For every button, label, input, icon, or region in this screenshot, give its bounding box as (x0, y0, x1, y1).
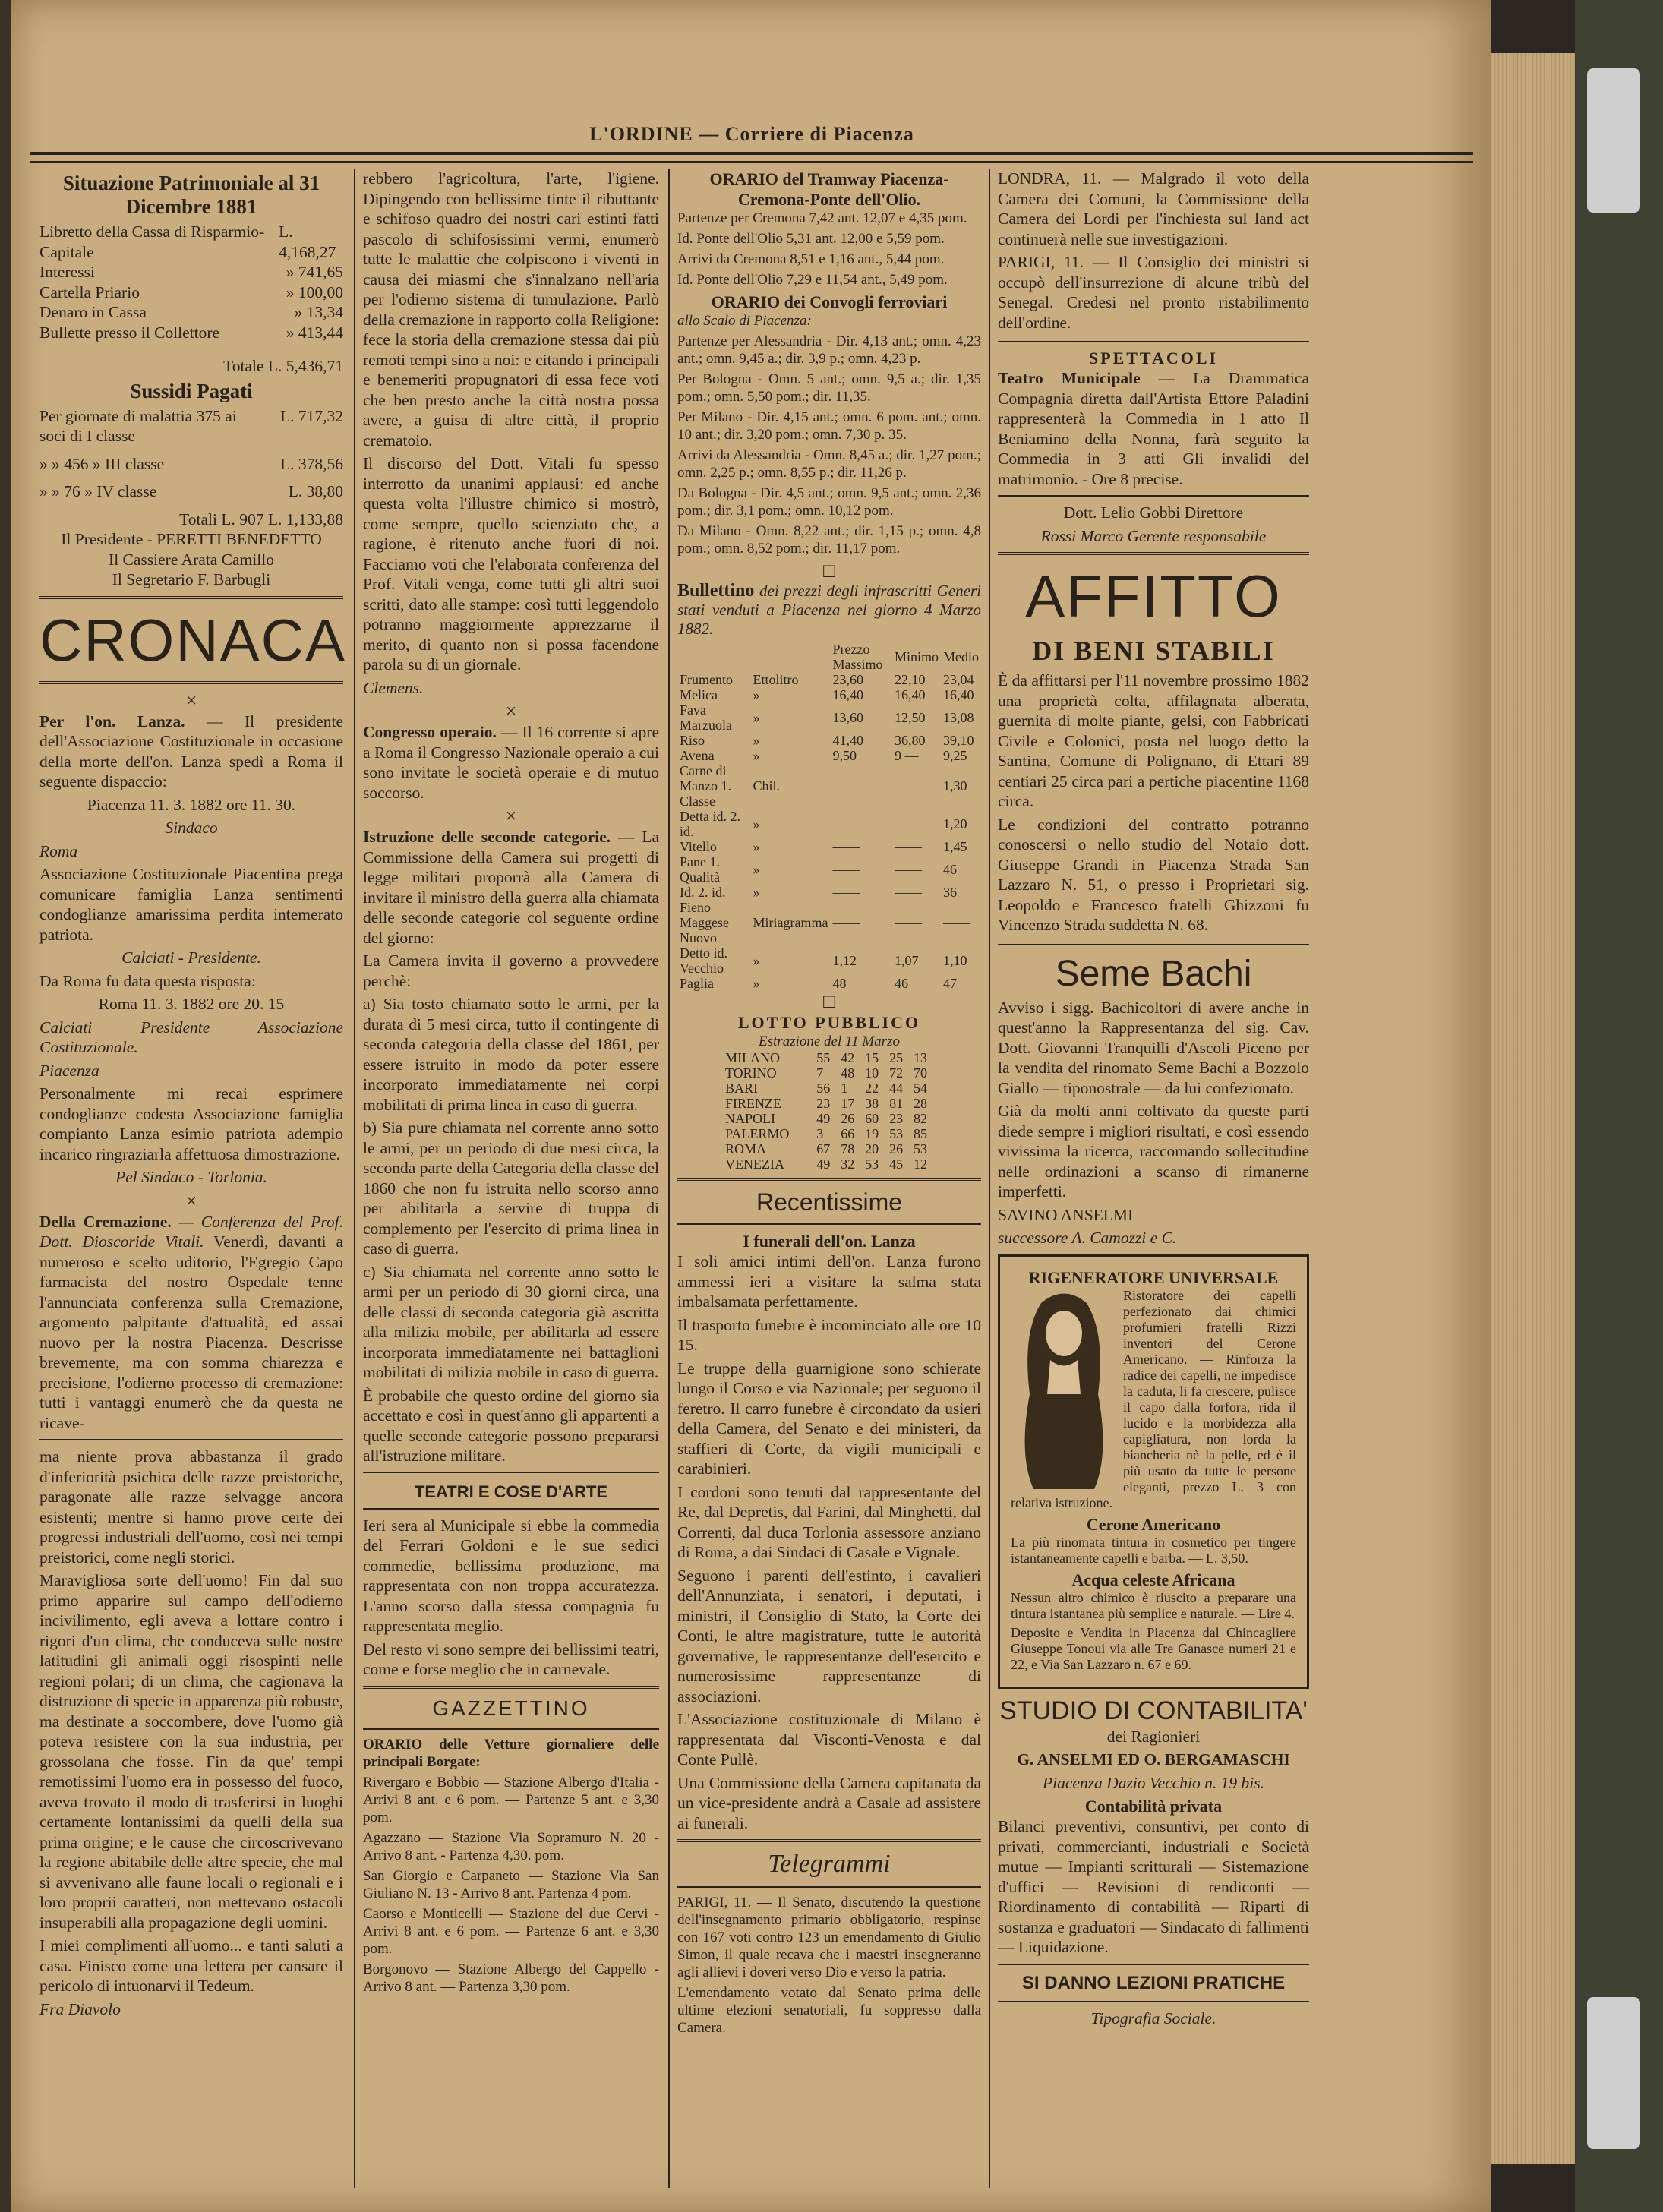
cronaca-title: CRONACA (39, 606, 347, 674)
convogli-row: Da Bologna - Dir. 4,5 ant.; omn. 9,5 ant.; omn. 2,36 pom.; dir. 3,1 pom.; omn. 10,12 pom. (677, 485, 981, 519)
telegramma: PARIGI, 11. — Il Senato, discutendo la questione dell'insegnamento primario obbligatorio, respinse con 167 voti contro 123 un emendamento di Giulio Simon, il quale recava che i maestri insegneranno agli allievi i doveri verso Dio e verso la patria. (677, 1895, 981, 1980)
cerone-head: Cerone Americano (1086, 1514, 1221, 1534)
column-4 (998, 169, 1309, 2031)
lanza-sign: Calciati - Presidente. (121, 948, 261, 967)
divider (363, 1472, 659, 1475)
funerali-p: Seguono i parenti dell'estinto, i cavalieri dell'Annunziata, i senatori, i deputati, i ministri, il Consiglio di Stato, la Corte dei Conti, le altre magistrature, tutte le autorità governative, le rappresentanze dell'esercito e numerosissime rappresentanze di associazioni. (677, 1566, 981, 1706)
lotto-sub: Estrazione del 11 Marzo (759, 1033, 900, 1049)
table-row: Avena » 9,50 9 — 9,25 (680, 748, 967, 763)
table-row: Fava Marzuola » 13,60 12,50 13,08 (680, 702, 974, 733)
book-edge-left (0, 0, 11, 2212)
divider (363, 1686, 659, 1689)
sussidi-total: Totali L. 907 L. 1,133,88 (179, 510, 343, 529)
divider (998, 552, 1309, 555)
lanza-piacenza: Piacenza (39, 1061, 99, 1080)
table-row: Vitello » —— —— 1,45 (680, 839, 967, 854)
patrimonio-title: Situazione Patrimoniale al 31 Dicembre 1881 (62, 172, 320, 218)
recentissime-title: Recentissime (756, 1188, 903, 1216)
funerali-p: I soli amici intimi dell'on. Lanza furono ammessi ieri a visitare la salma stata imbalsamata perfettamente. (677, 1252, 981, 1311)
vetture-row: Rivergaro e Bobbio — Stazione Albergo d'Italia - Arrivi 8 ant. e 6 pom. — Partenze 5 ant. e 3,30 pom. (363, 1774, 659, 1825)
prezzi-table (677, 642, 981, 991)
bachi-sign: SAVINO ANSELMI (998, 1205, 1134, 1224)
patrimonio-total: Totale L. 5,436,71 (223, 357, 343, 375)
lanza-message: Associazione Costituzionale Piacentina prega comunicare famiglia Lanza sentimenti condoglianze amarissima perdita intemerato patriota. (39, 865, 343, 944)
table-row: VENEZIA 49 32 53 45 12 (725, 1156, 928, 1172)
divider (39, 681, 343, 684)
funerali-p: Una Commissione della Camera capitanata da un vice-presidente andrà a Casale ad assistere ai funerali. (677, 1773, 981, 1832)
table-row: Detto id. Vecchio » 1,12 1,07 1,10 (680, 945, 967, 976)
convogli-row: Arrivi da Alessandria - Omn. 8,45 a.; dir. 1,27 pom.; omn. 2,25 p.; omn. 8,55 p.; dir. 11,26 p. (677, 447, 981, 481)
istruzione-end: È probabile che questo ordine del giorno sia accettato e così in quest'anno gli appartenti a quelle seconde categorie possono prepararsi all'istruzione militare. (363, 1386, 659, 1465)
congresso-head: Congresso operaio. (363, 723, 497, 741)
lanza-dispatch: Roma 11. 3. 1882 ore 20. 15 (98, 995, 285, 1013)
telegrammi-title: Telegrammi (768, 1850, 891, 1878)
teatro-text: — La Drammatica Compagnia diretta dall'Artista Ettore Paladini rappresenterà la Commedia in 1 atto Il Beniamino della Nonna, farà seguito la Commedia in 3 atti Gli invalidi del matrimonio. - Ore 8 precise. (998, 369, 1309, 488)
signature: Il Cassiere Arata Camillo (109, 550, 274, 569)
contabilita-head: Contabilità privata (1084, 1797, 1223, 1816)
lanza-dispatch: Piacenza 11. 3. 1882 ore 11. 30. (87, 795, 296, 814)
convogli-row: Partenze per Alessandria - Dir. 4,13 ant.; omn. 4,23 ant.; omn. 9,45 a.; dir. 3,9 p.; omn. 4,23 p. (677, 333, 981, 367)
acqua-head: Acqua celeste Africana (1071, 1570, 1235, 1589)
table-row: TORINO 7 48 10 72 70 (725, 1065, 928, 1081)
column-divider (989, 169, 990, 2188)
column-divider (668, 169, 670, 2188)
cremazione-p2: Il discorso del Dott. Vitali fu spesso interrotto da unanimi applausi: ed anche questa volta l'illustre chimico si mostrò, come sempre, quello scienziato che, a ragione, è ritenuto anche fuori di noi. Facciamo voti che l'elaborata conferenza del Prof. Vitali venga, come tutti gli altri suoi scritti, dato alle stampe: così tutti leggendolo potranno maggiormente apprezzarne il merito, di quanto non si possa facendone parola su di un giornale. (363, 454, 659, 674)
column-2 (363, 169, 659, 1999)
divider (363, 1728, 659, 1730)
acqua-text: Nessun altro chimico è riuscito a preparare una tintura istantanea più semplice e naturale. — Lire 4. (1011, 1589, 1296, 1621)
studio-addr: Piacenza Dazio Vecchio n. 19 bis. (1043, 1773, 1264, 1792)
divider (363, 1508, 659, 1510)
funerali-head: I funerali dell'on. Lanza (743, 1232, 916, 1251)
bullettino-sub: dei prezzi degli infrascritti Generi stati venduti a Piacenza nel giorno 4 Marzo 1882. (677, 582, 982, 638)
separator-cross: × (185, 1189, 197, 1212)
separator-box: □ (823, 990, 835, 1012)
divider (998, 339, 1309, 342)
lanza-answer: Da Roma fu data questa risposta: (39, 971, 256, 990)
table-row: FIRENZE 23 17 38 81 28 (725, 1096, 928, 1111)
teatri-title: TEATRI E COSE D'ARTE (414, 1482, 608, 1501)
divider (677, 1839, 981, 1842)
cremazione-continued: Maravigliosa sorte dell'uomo! Fin dal suo primo apparire sul campo dell'odierno incivilimento, egli aveva a lottare contro i rigori d'un clima, che conduceva sulle nostre latitudini gli animali oggi risospinti nelle regioni polari; di un clima, che cagionava la distruzione di specie in apparenza più robuste, ma destinate a soccombere, dove l'uomo già poteva resistere con la sua industria, per grossolana che fosse. Fin da que' tempi remotissimi l'uomo era in possesso del fuoco, aveva trovato il modo di trasferirsi in luoghi certamente lontanissimi da quelli della sua prima origine; e le cause che circoscrivevano la regione abitabile delle altre specie, che mal si avvenivano alle faune locali o regionali e i loro proprii caratteri, non mettevano ostacoli insuperabili alla propagazione degli uomini. (39, 1571, 343, 1932)
istruzione-b: b) Sia pure chiamata nel corrente anno sotto le armi, per un periodo di due mesi circa, la seconda parte della Categoria della classe del 1860 che non fu istruita nello scorso anno per abilitarla a servire di truppa di complemento per l'esercito di prima linea in caso di guerra. (363, 1119, 659, 1257)
column-3 (677, 169, 981, 2040)
convogli-row: Per Bologna - Omn. 5 ant.; omn. 9,5 a.; dir. 1,35 pom.; omn. 5,50 pom.; dir. 11,35. (677, 371, 981, 405)
table-row: Id. 2. id. » —— —— 36 (680, 885, 957, 900)
teatri-text: Ieri sera al Municipale si ebbe la commedia del Ferrari Goldoni e le sue sedici commedie, bellissima produzione, ma rappresentata con non troppa accuratezza. L'anno scorso dalla stessa compagnia fu rappresentata meglio. (363, 1516, 659, 1635)
recentissime-body (677, 1231, 981, 2037)
tramway-row: Arrivi da Cremona 8,51 e 1,16 ant., 5,44 pom. (677, 251, 945, 267)
bullettino-head: Bullettino (677, 581, 755, 601)
table-row: MILANO 55 42 15 25 13 (725, 1050, 928, 1065)
table-row: BARI 56 1 22 44 54 (725, 1081, 928, 1096)
cremazione-text: Venerdì, davanti a numeroso e scelto uditorio, l'Egregio Capo farmacista del nostro Ospedale tenne l'annunciata conferenza sulla Cremazione, argomento palpitante d'attualità, ed assai nuovo per la nostra Piacenza. Descrisse brevemente, ma con somma chiarezza e precisione, l'odierno processo di cremazione: tutti i vantaggi enumerò che da questa ne ricave- (39, 1232, 343, 1432)
studio-title: STUDIO DI CONTABILITA' (999, 1696, 1308, 1725)
divider (998, 942, 1309, 945)
gerente: Rossi Marco Gerente responsabile (1040, 526, 1267, 545)
funerali-p: Il trasporto funebre è incominciato alle ore 10 15. (677, 1315, 981, 1354)
vetture-row: Borgonovo — Stazione Albergo del Cappello - Arrivo 8 ant. — Partenza 3,30 pom. (363, 1961, 659, 1995)
lotto-table (723, 1050, 936, 1172)
funerali-p: L'Associazione costituzionale di Milano è rappresentata dal Visconti-Venosta e dal Conte Pullè. (677, 1710, 981, 1769)
cremazione-p1: rebbero l'agricoltura, l'arte, l'igiene. Dipingendo con bellissime tinte il ributtante e schifoso quadro dei nostri cari estinti fatti pascolo di schifosissimi vermi, enumerò tutte le malattie che colpiscono i viventi in causa dei miasmi che s'innalzano nell'aria per l'odierno sistema di tumulazione. Parlò della cremazione in rapporto colla Religione: fece la storia della cremazione stessa dai più remoti tempi sino a noi: e citando i principali e benemeriti propugnatori di essa fece voti che ben presto anche la città nostra possa avere, a guisa di altre città, il proprio crematoio. (363, 169, 659, 450)
sussidi-table (39, 406, 343, 502)
spettacoli-title: SPETTACOLI (1088, 349, 1219, 368)
telegramma-parigi: PARIGI, 11. — Il Consiglio dei ministri si occupò dell'insurrezione di alcune tribù del Senegal. Credesi nel pronto ristabilimento dell'ordine. (998, 253, 1309, 332)
cremazione-continued: ma niente prova abbastanza il grado d'inferiorità psichica delle razze preistoriche, paragonate alle razze selvagge ancora esistenti; mentre si hanno prove certe dei progressi industriali dell'uomo, così nei tempi preistorici, come negli storici. (39, 1447, 343, 1567)
page-stack-edge (1491, 53, 1575, 2164)
divider (677, 1223, 981, 1225)
clasp-top (1587, 68, 1640, 213)
table-row: Paglia » 48 46 47 (680, 976, 957, 991)
teatri-text: Del resto vi sono sempre dei bellissimi teatri, come e forse meglio che in carnevale. (363, 1639, 659, 1678)
cremazione-sub: — Conferenza del Prof. Dott. Dioscoride Vitali. (39, 1212, 343, 1251)
lanza-head: Per l'on. Lanza. (39, 712, 185, 730)
table-row: Melica » 16,40 16,40 16,40 (680, 687, 974, 702)
table-row: PALERMO 3 66 19 53 85 (725, 1126, 928, 1141)
istruzione-a: a) Sia tosto chiamato sotto le armi, per la durata di 5 mesi circa, tutto il contingente di seconda categoria della classe del 1861, per essere istruito in modo da poter essere incorporato immediatamente nei corpi mobilitati di prima linea in caso di guerra. (363, 995, 659, 1114)
contabilita-text: Bilanci preventivi, consuntivi, per conto di privati, commercianti, industriali e Società mutue — Impianti scritturali — Sistemazione d'uffici — Revisioni di rendiconti — Riordinamento di contabilità — Riparti di sostanza e graduatori — Sindacato di fallimenti — Liquidazione. (998, 1817, 1309, 1956)
table-row: NAPOLI 49 26 60 23 82 (725, 1111, 928, 1126)
studio-sub: dei Ragionieri (1106, 1727, 1201, 1746)
table-row: Fieno Maggese Nuovo Miriagramma —— —— —— (680, 900, 970, 945)
tipografia: Tipografia Sociale. (1090, 2008, 1216, 2027)
rigeneratore-text: Ristoratore dei capelli perfezionato dai chimici profumieri fratelli Rizzi inventori del Cerone Americano. — Rinforza la radice dei capelli, ne impedisce la caduta, li fa crescere, pulisce il capo dalla forfora, rida il lucido e la morbidezza alla capigliatura, non lorda la biancheria nè la pelle, ed è il più usato da tutte le persone eleganti, prezzo L. 3 con relativa istruzione. (1011, 1287, 1296, 1510)
table-row: Detta id. 2. id. » —— —— 1,20 (680, 809, 967, 839)
rigeneratore-title: RIGENERATORE UNIVERSALE (1028, 1267, 1279, 1287)
vetture-row: Agazzano — Stazione Via Sopramuro N. 20 - Arrivo 8 ant. - Partenza 4,30. pom. (363, 1829, 659, 1863)
direttore: Dott. Lelio Gobbi Direttore (1063, 503, 1244, 522)
lanza-to: Calciati Presidente Associazione Costituzionale. (39, 1018, 343, 1056)
studio-names: G. ANSELMI ED O. BERGAMASCHI (1017, 1750, 1290, 1769)
tramway-head: ORARIO del Tramway Piacenza-Cremona-Ponte dell'Olio. (709, 169, 949, 209)
divider (677, 1886, 981, 1888)
table-row: » » 456 » III classe L. 378,56 (39, 454, 343, 473)
divider (677, 1178, 981, 1181)
table-row: Frumento Ettolitro 23,60 22,10 23,04 (680, 672, 974, 687)
teatro-head: Teatro Municipale (998, 369, 1141, 387)
table-row: Interessi » 741,65 (39, 263, 343, 281)
table-row: ROMA 67 78 20 26 53 (725, 1141, 928, 1156)
cremazione-continued: I miei complimenti all'uomo... e tanti saluti a casa. Finisco come una lettera per cansare il pericolo di intuonarvi il Tedeum. (39, 1936, 343, 1995)
woman-portrait-illustration (1011, 1288, 1117, 1493)
bachi-p: Avviso i sigg. Bachicoltori di avere anche in quest'anno la Rappresentanza del sig. Cav. Dott. Giovanni Tranquilli d'Ascoli Piceno per la vendita del rinomato Seme Bachi a Bozzolo Giallo — tiponostrale — da lui confezionato. (998, 998, 1309, 1097)
clasp-bottom (1587, 1997, 1640, 2149)
separator-box: □ (823, 560, 835, 582)
telegramma: L'emendamento votato dal Senato prima delle ultime elezioni senatoriali, fu soppresso dalla Camera. (677, 1985, 981, 2036)
divider (998, 1964, 1309, 1965)
cremazione-head: Della Cremazione. (39, 1212, 172, 1231)
bachi-p: Già da molti anni coltivato da queste parti diede sempre i migliori risultati, e così essendo vivissima la ricerca, raccomando sollecitudine nelle ordinazioni a scanso di rimanerne imperfetti. (998, 1102, 1309, 1201)
telegramma-londra: LONDRA, 11. — Malgrado il voto della Camera dei Comuni, la Commissione della Camera dei Lordi per l'inchiesta sul land act continuerà nelle sue investigazioni. (998, 169, 1309, 248)
column-1 (39, 169, 347, 2022)
header-rule (30, 152, 1473, 163)
separator-cross: × (505, 805, 517, 827)
lanza-message: Personalmente mi recai esprimere condoglianze codesta Associazione famiglia compianto Lanza esimio patriota adempio incarico ringraziarla affettuosa dimostrazione. (39, 1084, 343, 1163)
table-header-row: Prezzo Massimo Minimo Medio (832, 642, 979, 672)
convogli-row: Da Milano - Omn. 8,22 ant.; dir. 1,15 p.; omn. 4,8 pom.; omn. 8,52 pom.; dir. 11,17 pom. (677, 523, 981, 557)
lanza-text: — Il presidente dell'Associazione Costituzionale in occasione della morte dell'on. Lanza spedì a Roma il seguente dispaccio: (39, 712, 343, 790)
article-sign: Clemens. (363, 678, 424, 697)
table-row: Carne di Manzo 1. Classe Chil. —— —— 1,30 (680, 763, 967, 809)
cremazione-sign: Fra Diavolo (39, 1999, 121, 2018)
vetture-head: ORARIO delle Vetture giornaliere delle principali Borgate: (363, 1736, 659, 1770)
table-row: Per giornate di malattia 375 ai soci di I classe L. 717,32 (39, 406, 343, 445)
divider (39, 596, 343, 599)
bachi-title: Seme Bachi (1055, 953, 1252, 994)
lezioni: SI DANNO LEZIONI PRATICHE (1021, 1972, 1286, 1993)
cerone-text: La più rinomata tintura in cosmetico per tingere istantaneamente capelli e barba. — L. 3,50. (1011, 1534, 1296, 1566)
funerali-p: I cordoni sono tenuti dal rappresentante del Re, dal Depretis, dal Farini, dal Minghetti, dal Correnti, dal duca Torlonia assessore anziano di Roma, a dai Sindaci di Casale e Vignale. (677, 1482, 981, 1561)
rigeneratore-ad (998, 1254, 1309, 1689)
lanza-roma: Roma (39, 841, 78, 860)
divider (39, 1439, 343, 1440)
page-header: L'ORDINE — Corriere di Piacenza (589, 123, 914, 145)
table-row: » » 76 » IV classe L. 38,80 (39, 482, 343, 500)
separator-cross: × (185, 689, 197, 712)
lanza-sign: Pel Sindaco - Torlonia. (115, 1168, 267, 1186)
divider (998, 495, 1309, 497)
table-row: Bullette presso il Collettore » 413,44 (39, 323, 343, 342)
table-row: Pane 1. Qualità » —— —— 46 (680, 854, 957, 885)
book-binding (1575, 0, 1663, 2212)
istruzione-c: c) Sia chiamata nel corrente anno sotto le armi per un periodo di 30 giorni circa, una delle classi di seconda categoria già ascritta alla milizia mobile, per abilitarla ad essere incorporata immediatamente nei battaglioni mobilitati di milizia mobile in caso di guerra. (363, 1262, 659, 1381)
signature: Il Segretario F. Barbugli (112, 570, 271, 588)
convogli-head: ORARIO dei Convogli ferroviari (711, 292, 948, 311)
table-row: Riso » 41,40 36,80 39,10 (680, 733, 974, 748)
separator-cross: × (505, 700, 517, 722)
sussidi-title: Sussidi Pagati (130, 379, 253, 402)
vetture-row: Caorso e Monticelli — Stazione del due Cervi - Arrivi 8 ant. e 6 pom. — Partenze 6 ant. e 3,30 pom. (363, 1905, 659, 1957)
tramway-row: Partenze per Cremona 7,42 ant. 12,07 e 4,35 pom. (677, 210, 967, 226)
istruzione-p2: La Camera invita il governo a provvedere perchè: (363, 951, 659, 990)
convogli-sub: allo Scalo di Piacenza: (677, 313, 812, 329)
vetture-row: San Giorgio e Carpaneto — Stazione Via San Giuliano N. 13 - Arrivo 8 ant. Partenza 4 pom. (363, 1867, 659, 1901)
funerali-p: Le truppe della guarnigione sono schierate lungo il Corso e via Nazionale; per seguono il feretro. Il carro funebre è circondato da usieri della Camera, del Senato e dei ministeri, da staffieri di Corte, da vigili municipali e carabinieri. (677, 1358, 981, 1478)
istruzione-head: Istruzione delle seconde categorie. (363, 828, 611, 846)
signature: Il Presidente - PERETTI BENEDETTO (61, 530, 322, 548)
affitto-sub: DI BENI STABILI (1032, 636, 1275, 666)
table-row: Cartella Priario » 100,00 (39, 282, 343, 301)
bachi-sign: successore A. Camozzi e C. (998, 1229, 1177, 1247)
lanza-sindaco: Sindaco (165, 819, 218, 837)
affitto-p: Le condizioni del contratto potranno conoscersi o nello studio del Notaio dott. Giuseppe Grandi in Piacenza Strada San Lazzaro N. 51, o presso i Proprietari sig. Leopoldo e Francesco fratelli Ghizzoni fu Vincenzo Strada suddetta N. 68. (998, 815, 1309, 934)
affitto-title: AFFITTO (1025, 563, 1282, 630)
lotto-head: LOTTO PUBBLICO (737, 1013, 921, 1032)
patrimonio-table (39, 222, 343, 342)
convogli-row: Per Milano - Dir. 4,15 ant.; omn. 6 pom. ant.; omn. 10 ant.; dir. 3,20 pom.; omn. 7,30 p. 35. (677, 409, 981, 443)
tramway-row: Id. Ponte dell'Olio 7,29 e 11,54 ant., 5,49 pom. (677, 272, 948, 288)
table-row: Denaro in Cassa » 13,34 (39, 303, 343, 321)
tramway-row: Id. Ponte dell'Olio 5,31 ant. 12,00 e 5,59 pom. (677, 231, 945, 247)
divider (998, 2001, 1309, 2002)
affitto-p: È da affittarsi per l'11 novembre prossimo 1882 una proprietà colta, affilagnata alberata, guernita di molte piante, gelsi, con Fabbricati Civile e Colonici, posta nel luogo detto la Santina, Comune di Polignano, di Ettari 89 centiari 25 circa pari a pertiche piacentine 1168 circa. (998, 671, 1309, 810)
gazzettino-title: GAZZETTINO (432, 1696, 590, 1720)
congresso-text: — Il 16 corrente si apre a Roma il Congresso Nazionale operaio a cui sono invitate le società operaie e di mutuo soccorso. (363, 723, 660, 802)
table-row: Libretto della Cassa di Risparmio-Capitale L. 4,168,27 (39, 222, 336, 261)
column-divider (354, 169, 355, 2188)
istruzione-text: — La Commissione della Camera sui progetti di legge militari proporrà alla Camera di invitare il ministro della guerra alla chiamata delle seconde categorie col seguente ordine del giorno: (363, 828, 659, 947)
deposito-text: Deposito e Vendita in Piacenza dal Chincagliere Giuseppe Tonoui via alle Tre Ganasce numeri 21 e 22, e Via San Lazzaro n. 67 e 69. (1011, 1624, 1296, 1672)
